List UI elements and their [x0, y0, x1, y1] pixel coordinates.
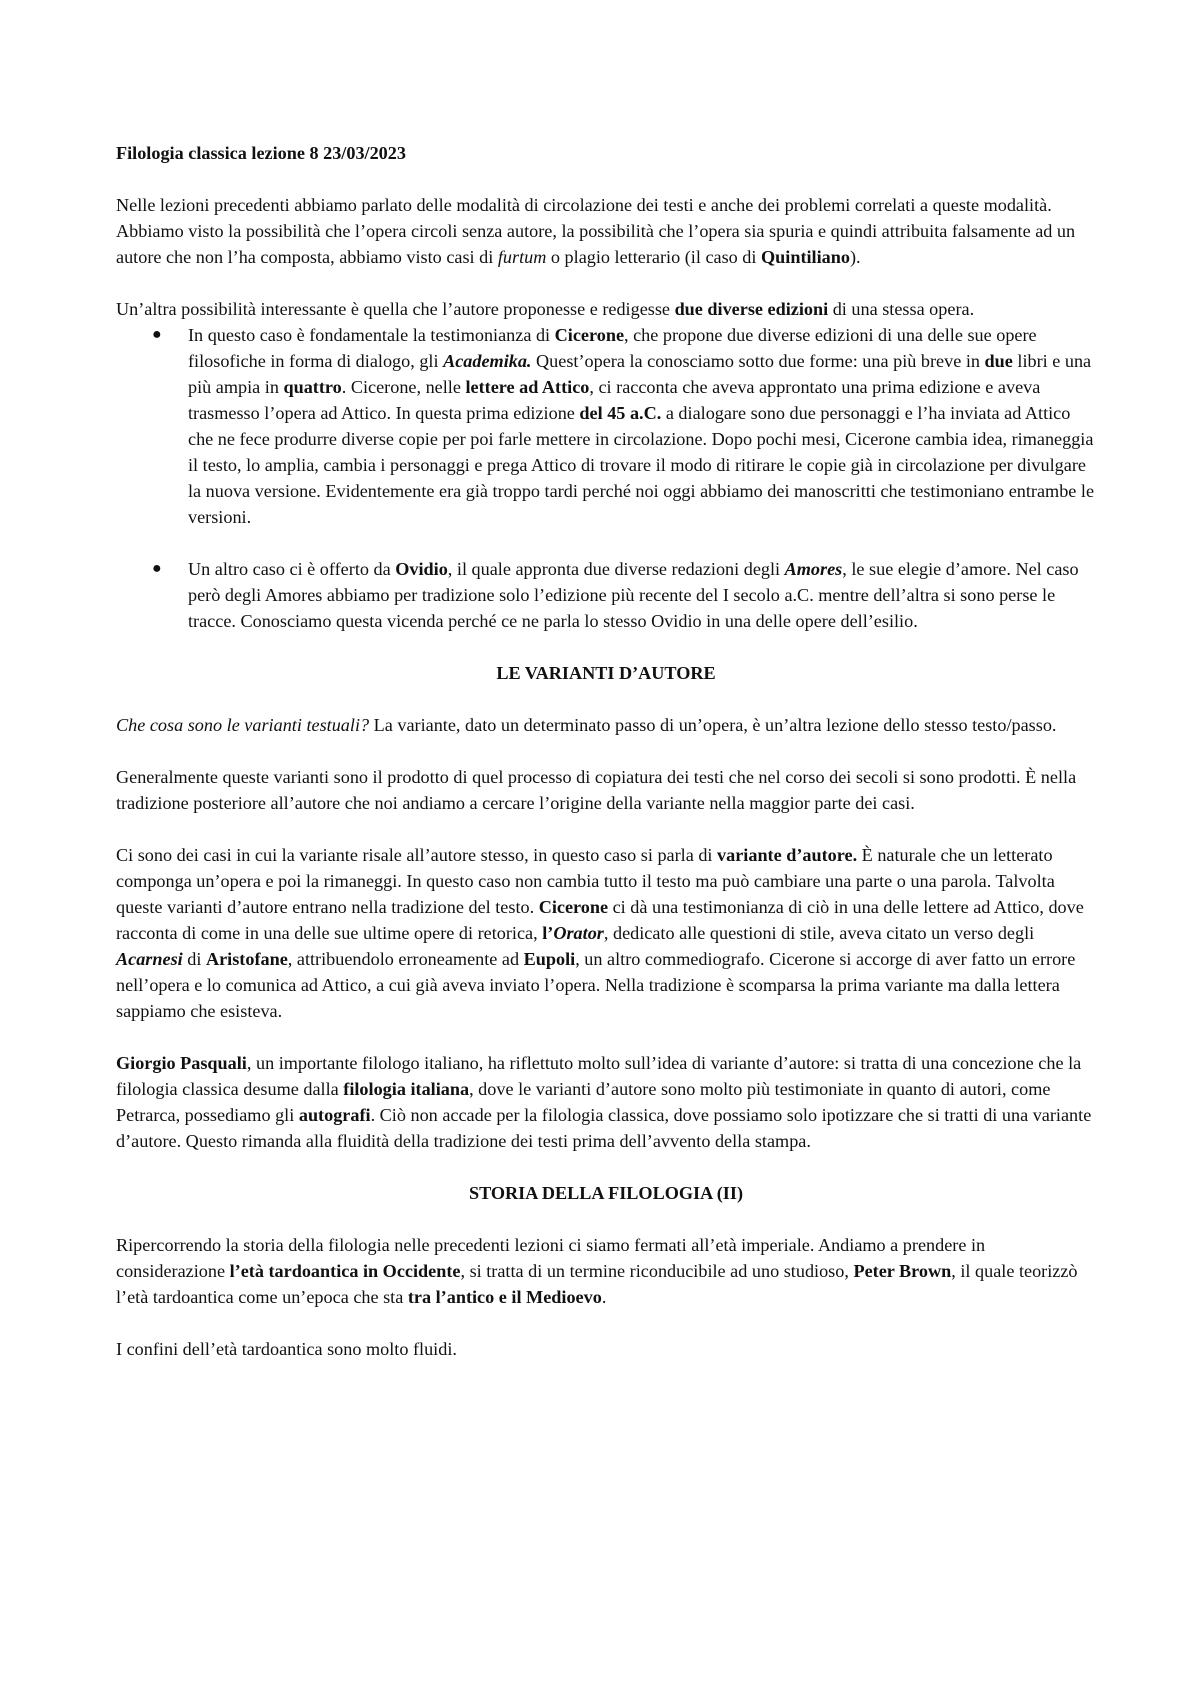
emphasis-text: del 45 a.C.: [579, 403, 662, 423]
text-run: ci dà una testimonianza di ciò in una delle lettere ad Attico, dove racconta di come in una delle sue ultime opere di retorica,: [116, 897, 1084, 943]
text-run: .: [601, 1287, 607, 1307]
list-item-text: [188, 559, 1079, 631]
emphasis-text: Acarnesi: [116, 949, 183, 969]
text-run: È naturale che un letterato componga un’opera e poi la rimaneggi. In questo caso non cambia tutto il testo ma può cambiare una parte o una parola. Talvolta queste varianti d’autore entrano nella tradizione del testo.: [116, 845, 1055, 917]
list-item-cicerone: [116, 322, 1096, 530]
text-run: di una stessa opera.: [828, 299, 975, 319]
text-run: Nelle lezioni precedenti abbiamo parlato delle modalità di circolazione dei testi e anche dei problemi correlati a queste modalità. Abbiamo visto la possibilità che l’opera circoli senza autore, la possibilità che l’opera sia spuria e quindi attribuita falsamente ad un autore che non l’ha composta, abbiamo visto casi di: [116, 195, 1076, 267]
document-page: [116, 140, 1096, 1388]
emphasis-text: filologia italiana: [343, 1079, 470, 1099]
text-run: , dedicato alle questioni di stile, aveva citato un verso degli: [603, 923, 1035, 943]
emphasis-text: Quintiliano: [761, 247, 850, 267]
copy-process-paragraph: [116, 764, 1096, 816]
text-run: , dove le varianti d’autore sono molto più testimoniate in quanto di autori, come Petrarca, possediamo gli: [116, 1079, 1051, 1125]
text-run: , attribuendolo erroneamente ad: [287, 949, 524, 969]
text-run: o plagio letterario (il caso di: [546, 247, 762, 267]
bullet-icon: ●: [152, 560, 162, 577]
emphasis-text: quattro: [283, 377, 342, 397]
emphasis-text: Orator: [553, 923, 604, 943]
text-run: Quest’opera la conosciamo sotto due forme: una più breve in: [531, 351, 985, 371]
text-run: . Cicerone, nelle: [341, 377, 466, 397]
text-run: , un altro commediografo. Cicerone si accorge di aver fatto un errore nell’opera e lo comunica ad Attico, a cui già aveva inviato l’opera. Nella tradizione è scomparsa la prima variante ma dalla lettera sappiamo che esisteva.: [116, 949, 1076, 1021]
text-run: libri e una più ampia in: [188, 351, 1092, 397]
text-run: In questo caso è fondamentale la testimonianza di: [188, 325, 555, 345]
definition-paragraph: [116, 712, 1096, 738]
text-run: , le sue elegie d’amore. Nel caso però degli Amores abbiamo per tradizione solo l’edizione più recente del I secolo a.C. mentre dell’altra si sono perse le tracce. Conosciamo questa vicenda perché ce ne parla lo stesso Ovidio in una delle opere dell’esilio.: [188, 559, 1079, 631]
closing-paragraph: [116, 1336, 1096, 1362]
text-run: Un’altra possibilità interessante è quella che l’autore proponesse e redigesse: [116, 299, 675, 319]
emphasis-text: Peter Brown: [853, 1261, 952, 1281]
text-run: Generalmente queste varianti sono il prodotto di quel processo di copiatura dei testi che nel corso dei secoli si sono prodotti. È nella tradizione posteriore all’autore che noi andiamo a cercare l’origine della variante nella maggior parte dei casi.: [116, 767, 1077, 813]
section-heading-storia: STORIA DELLA FILOLOGIA (II): [468, 1183, 744, 1203]
text-run: I confini dell’età tardoantica sono molto fluidi.: [116, 1339, 457, 1359]
emphasis-text: l’: [542, 923, 554, 943]
emphasis-text: Academika.: [443, 351, 532, 371]
emphasis-text: Che cosa sono le varianti testuali?: [116, 715, 370, 735]
section-heading-varianti: LE VARIANTI D’AUTORE: [496, 663, 716, 683]
emphasis-text: Eupoli: [523, 949, 576, 969]
editions-paragraph: [116, 296, 1096, 322]
emphasis-text: due diverse edizioni: [674, 299, 829, 319]
text-run: , il quale appronta due diverse redazioni degli: [447, 559, 785, 579]
text-run: Ci sono dei casi in cui la variante risale all’autore stesso, in questo caso si parla di: [116, 845, 718, 865]
text-run: La variante, dato un determinato passo di un’opera, è un’altra lezione dello stesso testo/passo.: [369, 715, 1057, 735]
text-run: , si tratta di un termine riconducibile ad uno studioso,: [460, 1261, 854, 1281]
late-antiquity-paragraph: [116, 1232, 1096, 1310]
text-run: ).: [849, 247, 861, 267]
emphasis-text: Cicerone: [538, 897, 609, 917]
bullet-icon: ●: [152, 326, 162, 343]
text-run: . Ciò non accade per la filologia classica, dove possiamo solo ipotizzare che si tratti di una variante d’autore. Questo rimanda alla fluidità della tradizione dei testi prima dell’avvento della stampa.: [116, 1105, 1092, 1151]
list-item-ovidio: [116, 556, 1096, 634]
pasquali-paragraph: [116, 1050, 1096, 1154]
emphasis-text: Ovidio: [395, 559, 448, 579]
examples-list: [116, 322, 1096, 634]
intro-paragraph: [116, 192, 1096, 270]
text-run: Ripercorrendo la storia della filologia nelle precedenti lezioni ci siamo fermati all’età imperiale. Andiamo a prendere in considerazione: [116, 1235, 986, 1281]
emphasis-text: lettere ad Attico: [465, 377, 590, 397]
text-run: , il quale teorizzò l’età tardoantica come un’epoca che sta: [116, 1261, 1078, 1307]
document-title: Filologia classica lezione 8 23/03/2023: [116, 143, 406, 163]
emphasis-text: furtum: [497, 247, 547, 267]
emphasis-text: tra l’antico e il Medioevo: [407, 1287, 602, 1307]
emphasis-text: Giorgio Pasquali: [116, 1053, 247, 1073]
emphasis-text: Amores: [784, 559, 843, 579]
author-variant-paragraph: [116, 842, 1096, 1024]
emphasis-text: Aristofane: [205, 949, 288, 969]
emphasis-text: l’età tardoantica in Occidente: [229, 1261, 461, 1281]
text-run: Un altro caso ci è offerto da: [188, 559, 396, 579]
text-run: , un importante filologo italiano, ha riflettuto molto sull’idea di variante d’autore: si tratta di una concezione che la filologia classica desume dalla: [116, 1053, 1082, 1099]
text-run: , ci racconta che aveva approntato una prima edizione e aveva trasmesso l’opera ad Attico. In questa prima edizione: [188, 377, 1041, 423]
emphasis-text: variante d’autore.: [717, 845, 858, 865]
emphasis-text: autografi: [298, 1105, 371, 1125]
emphasis-text: Cicerone: [554, 325, 625, 345]
text-run: di: [182, 949, 206, 969]
text-run: a dialogare sono due personaggi e l’ha inviata ad Attico che ne fece produrre diverse copie per poi farle mettere in circolazione. Dopo pochi mesi, Cicerone cambia idea, rimaneggia il testo, lo amplia, cambia i personaggi e prega Attico di trovare il modo di ritirare le copie già in circolazione per divulgare la nuova versione. Evidentemente era già troppo tardi perché noi oggi abbiamo dei manoscritti che testimoniano entrambe le versioni.: [188, 403, 1095, 527]
list-item-text: [188, 325, 1094, 527]
text-run: , che propone due diverse edizioni di una delle sue opere filosofiche in forma di dialogo, gli: [188, 325, 1037, 371]
emphasis-text: due: [984, 351, 1013, 371]
